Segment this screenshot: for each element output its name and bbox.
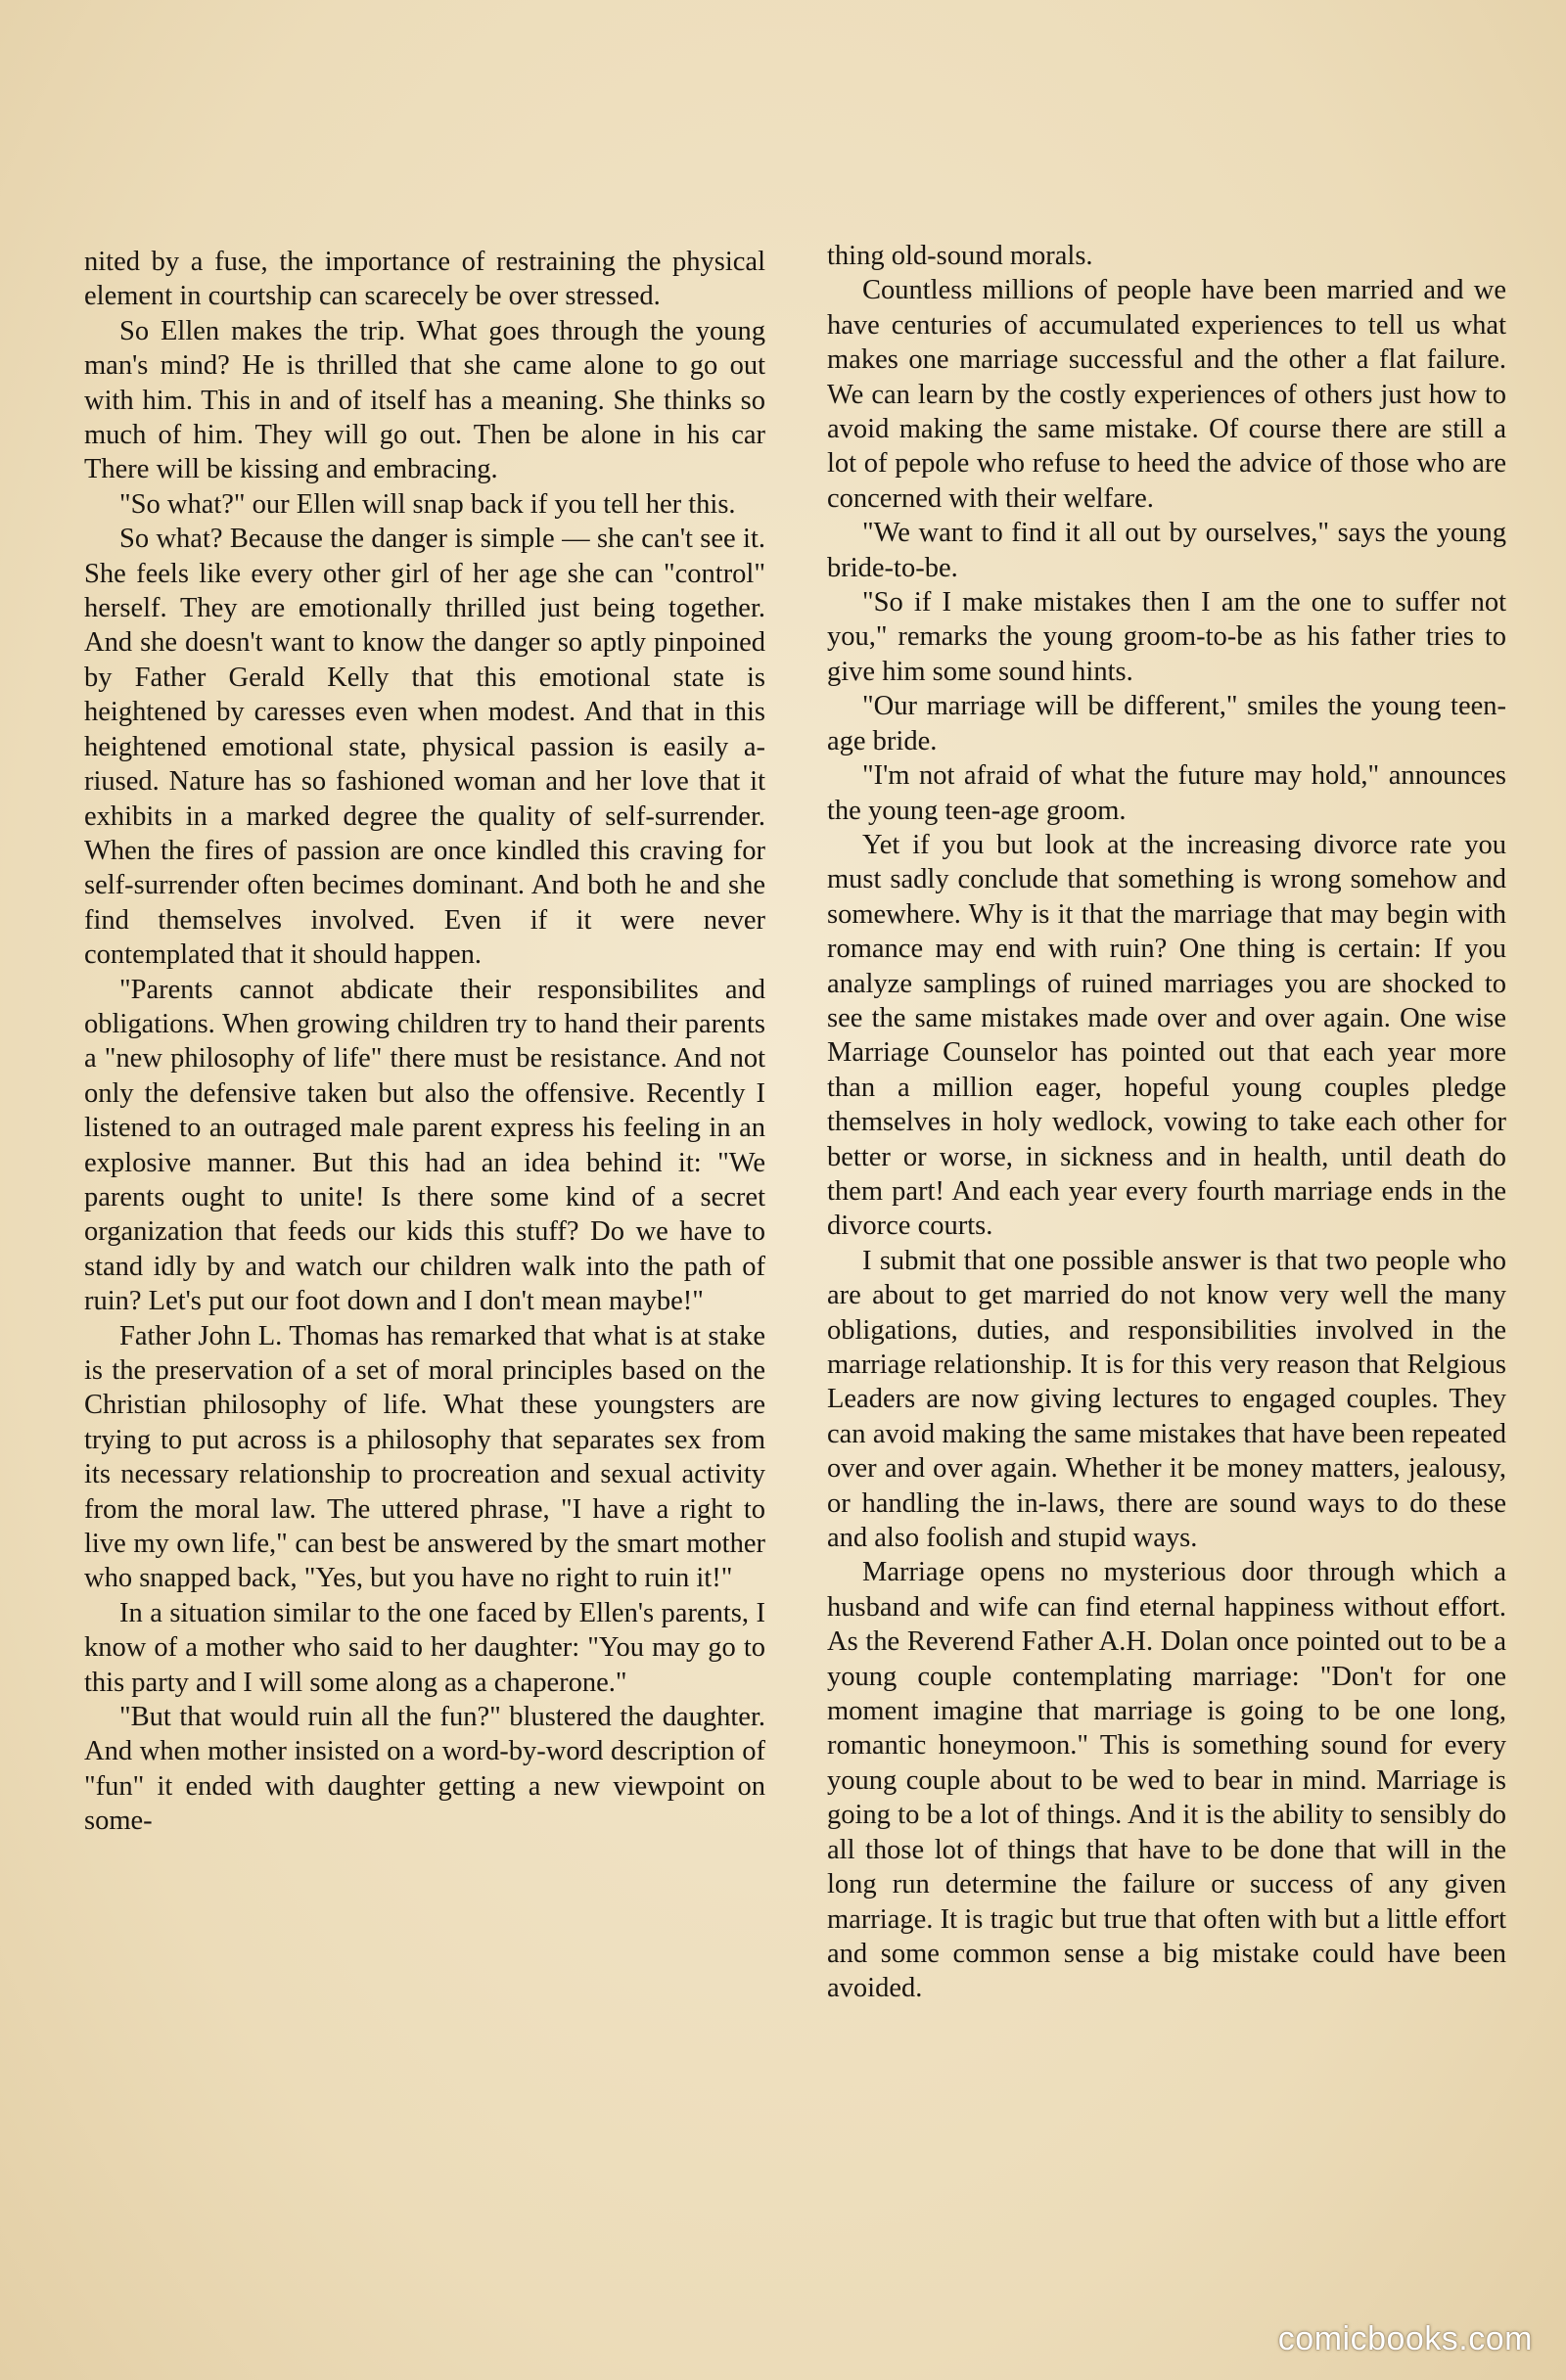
paragraph: I submit that one possible answer is that two people who are about to get married do not know very well the many obligations, duties, and responsibilities involved in the marriage relationship. It is for this very reason that Relgious Leaders are now giving lectures to engaged couples. They can avoid making the same mistakes that have been repeated over and over again. Whether it be money matters, jealousy, or handling the in-laws, there are sound ways to do these and also foolish and stupid ways. [827,1245,1506,1554]
paragraph: So what? Because the danger is simple — she can't see it. She feels like every other girl of her age she can "control" herself. They are emotionally thrilled just being together. And she doesn't want to know the danger so aptly pinpoined by Father Gerald Kelly that this emotional state is heightened by caresses even when modest. And that in this heightened emotional state, physical passion is easily a-riused. Nature has so fashioned woman and her love that it exhibits in a marked degree the quality of self-surrender. When the fires of passion are once kindled this craving for self-surrender often becimes dominant. And both he and she find themselves involved. Even if it were never contemplated that it should happen. [84,524,765,971]
paragraph: Marriage opens no mysterious door through which a husband and wife can find eternal happiness without effort. As the Reverend Father A.H. Dolan once pointed out to be a young couple contemplating marriage: "Don't for one moment imagine that marriage is going to be one long, romantic honeymoon." This is something sound for every young couple about to be wed to bear in mind. Marriage is going to be a lot of things. And it is the ability to sensibly do all those lot of things that have to be done that will in the long run determine the failure or success of any given marriage. It is tragic but true that often with but a little effort and some common sense a big mistake could have been avoided. [827,1557,1506,2004]
paragraph: Yet if you but look at the increasing divorce rate you must sadly conclude that something is wrong somehow and somewhere. Why is it that the marriage that may begin with romance may end with ruin? One thing is certain: If you analyze samplings of ruined marriages you are shocked to see the same mistakes made over and over again. One wise Marriage Counselor has pointed out that each year more than a million eager, hopeful young couples pledge themselves in holy wedlock, vowing to take each other for better or worse, in sickness and in health, until death do them part! And each year every fourth marriage ends in the divorce courts. [827,829,1506,1242]
paragraph: "Our marriage will be different," smiles the young teen-age bride. [827,691,1506,756]
paragraph: "So what?" our Ellen will snap back if you tell her this. [119,488,736,520]
paragraph: So Ellen makes the trip. What goes through the young man's mind? He is thrilled that she came alone to go out with him. This in and of itself has a meaning. She thinks so much of him. They will go out. Then be alone in his car There will be kissing and embracing. [84,315,765,485]
paragraph: "So if I make mistakes then I am the one to suffer not you," remarks the young groom-to-be as his father tries to give him some sound hints. [827,587,1506,687]
paragraph: "Parents cannot abdicate their responsibilites and obligations. When growing children try to hand their parents a "new philosophy of life" there must be resistance. And not only the defensive taken but also the offensive. Recently I listened to an outraged male parent express his feeling in an explosive manner. But this had an idea behind it: "We parents ought to unite! Is there some kind of a secret organization that feeds our kids this stuff? Do we have to stand idly by and watch our children walk into the path of ruin? Let's put our foot down and I don't mean maybe!" [84,974,765,1317]
left-text-column [84,245,765,1839]
paragraph: Father John L. Thomas has remarked that what is at stake is the preservation of a set of moral principles based on the Christian philosophy of life. What these youngsters are trying to put across is a philosophy that separates sex from its necessary relationship to procreation and sexual activity from the moral law. The uttered phrase, "I have a right to live my own life," can best be answered by the smart mother who snapped back, "Yes, but you have no right to ruin it!" [84,1320,765,1594]
paragraph: thing old-sound morals. [827,241,1093,271]
paragraph: "I'm not afraid of what the future may hold," announces the young teen-age groom. [827,760,1506,826]
paragraph: "We want to find it all out by ourselves," says the young bride-to-be. [827,518,1506,583]
paragraph: Countless millions of people have been married and we have centuries of accumulated experiences to tell us what makes one marriage successful and the other a flat failure. We can learn by the costly experiences of others just how to avoid making the same mistake. Of course there are still a lot of pepole who refuse to heed the advice of those who are concerned with their welfare. [827,275,1506,514]
paragraph: In a situation similar to the one faced by Ellen's parents, I know of a mother who said to her daughter: "You may go to this party and I will some along as a chaperone." [84,1597,765,1698]
paragraph: nited by a fuse, the importance of restraining the physical element in courtship can scarecely be over stressed. [84,247,765,312]
site-watermark: comicbooks.com [1277,2320,1533,2357]
right-text-column [827,239,1506,2006]
paragraph: "But that would ruin all the fun?" blustered the daughter. And when mother insisted on a word-by-word description of "fun" it ended with daughter getting a new viewpoint on some- [84,1702,765,1837]
